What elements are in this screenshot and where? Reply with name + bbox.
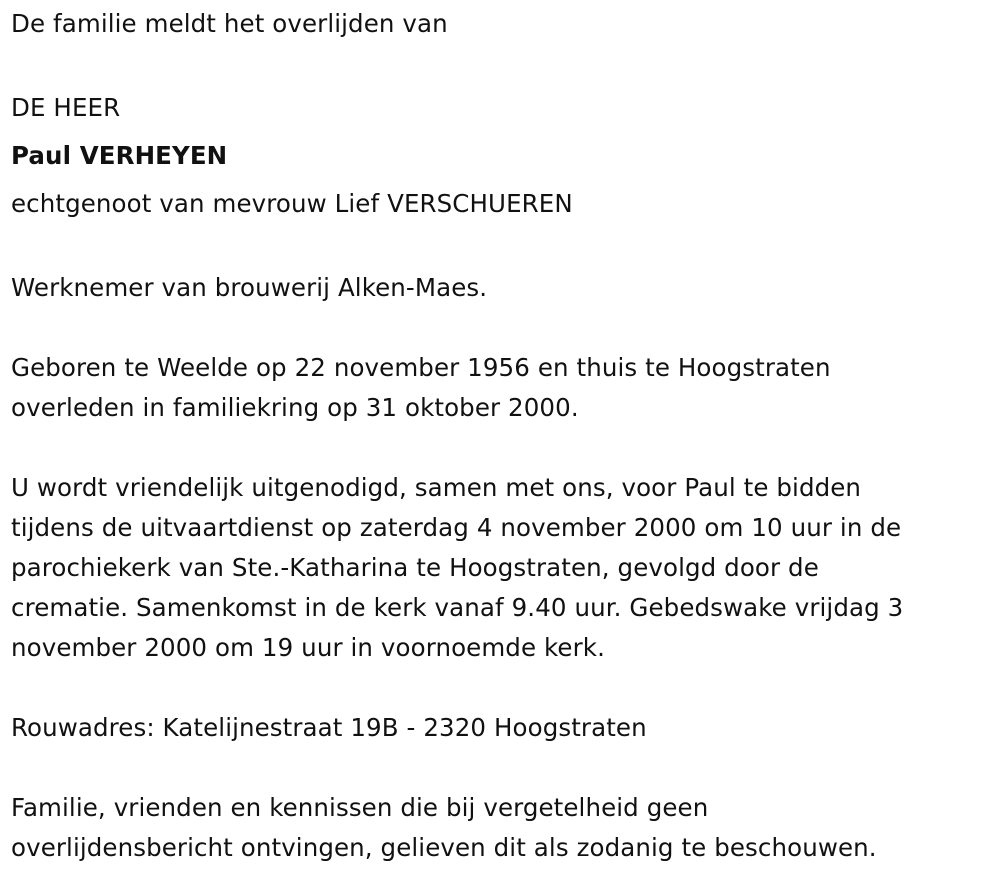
funeral-line-3: parochiekerk van Ste.-Katharina te Hoogstraten, gevolgd door de [11, 553, 819, 582]
honorific: DE HEER [11, 93, 121, 122]
birth-line-1: Geboren te Weelde op 22 november 1956 en thuis te Hoogstraten [11, 353, 831, 382]
address-line: Rouwadres: Katelijnestraat 19B - 2320 Hoogstraten [11, 713, 647, 742]
deceased-name: Paul VERHEYEN [11, 141, 228, 170]
spouse-line: echtgenoot van mevrouw Lief VERSCHUEREN [11, 189, 573, 218]
closing-line-2: overlijdensbericht ontvingen, gelieven dit als zodanig te beschouwen. [11, 833, 877, 862]
funeral-line-1: U wordt vriendelijk uitgenodigd, samen met ons, voor Paul te bidden [11, 473, 862, 502]
closing-line-1: Familie, vrienden en kennissen die bij vergetelheid geen [11, 793, 709, 822]
birth-line-2: overleden in familiekring op 31 oktober 2000. [11, 393, 579, 422]
funeral-line-5: november 2000 om 19 uur in voornoemde kerk. [11, 633, 605, 662]
funeral-line-2: tijdens de uitvaartdienst op zaterdag 4 november 2000 om 10 uur in de [11, 513, 902, 542]
intro-line: De familie meldt het overlijden van [11, 9, 448, 38]
obituary-notice [11, 4, 991, 868]
occupation-line: Werknemer van brouwerij Alken-Maes. [11, 273, 488, 302]
funeral-line-4: crematie. Samenkomst in de kerk vanaf 9.40 uur. Gebedswake vrijdag 3 [11, 593, 904, 622]
